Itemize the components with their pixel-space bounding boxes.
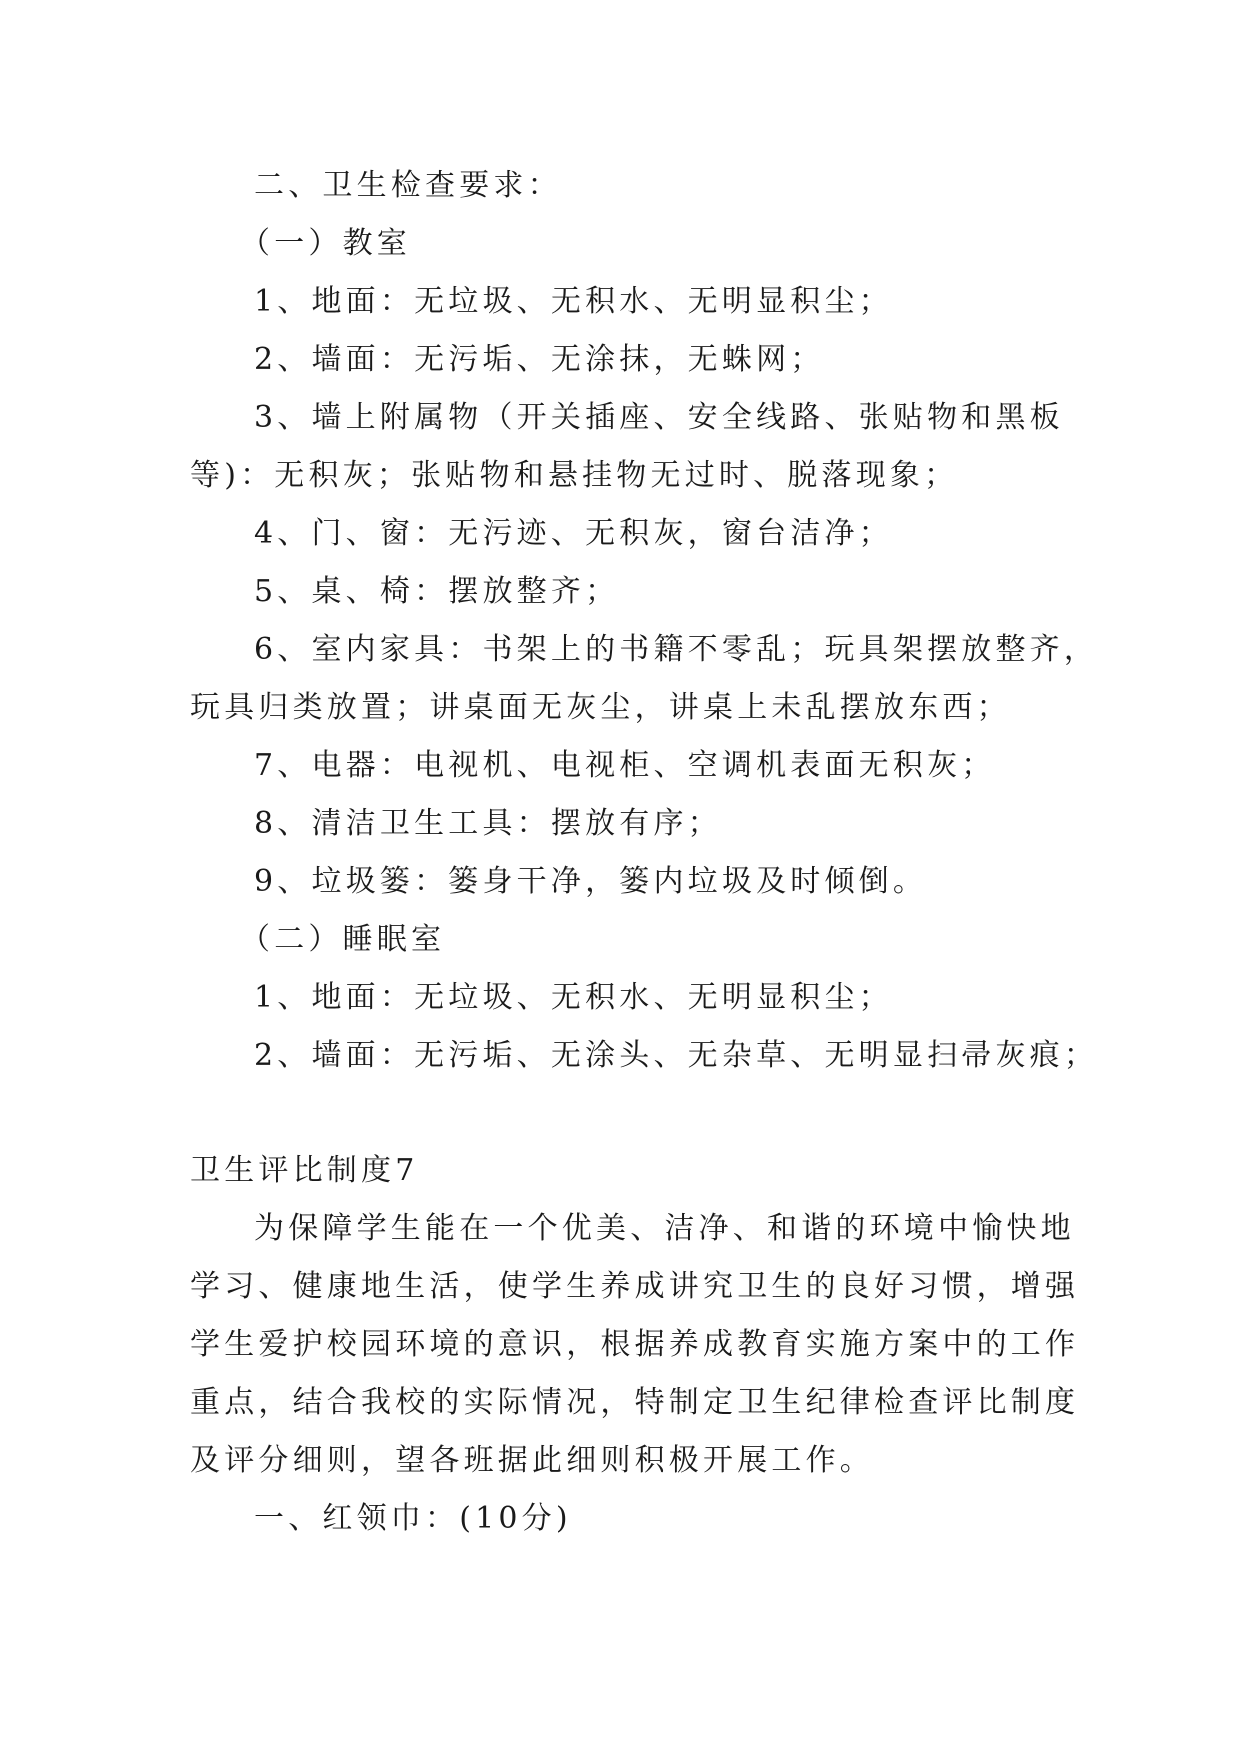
list-item: 4、门、窗：无污迹、无积灰，窗台洁净； [254,516,893,551]
document-title: 卫生评比制度7 [190,1153,419,1188]
paragraph-line: 及评分细则，望各班据此细则积极开展工作。 [190,1443,874,1478]
section-heading: 二、卫生检查要求： [254,168,562,203]
paragraph-line: 重点，结合我校的实际情况，特制定卫生纪律检查评比制度 [190,1385,1080,1420]
list-item: 3、墙上附属物（开关插座、安全线路、张贴物和黑板 [254,400,1064,435]
section-heading: 一、红领巾：(10分) [254,1501,572,1536]
paragraph-line: 为保障学生能在一个优美、洁净、和谐的环境中愉快地 [254,1211,1075,1246]
list-item: 2、墙面：无污垢、无涂抹，无蛛网； [254,342,825,377]
list-item: 1、地面：无垃圾、无积水、无明显积尘； [254,980,893,1015]
paragraph-line: 学生爱护校园环境的意识，根据养成教育实施方案中的工作 [190,1327,1080,1362]
paragraph-line: 学习、健康地生活，使学生养成讲究卫生的良好习惯，增强 [190,1269,1080,1304]
list-item: 8、清洁卫生工具：摆放有序； [254,806,722,841]
list-item: 1、地面：无垃圾、无积水、无明显积尘； [254,284,893,319]
subsection-heading: （二）睡眠室 [240,922,446,957]
list-item: 7、电器：电视机、电视柜、空调机表面无积灰； [254,748,996,783]
list-item: 2、墙面：无污垢、无涂头、无杂草、无明显扫帚灰痕； [254,1038,1099,1073]
list-item: 9、垃圾篓：篓身干净，篓内垃圾及时倾倒。 [254,864,928,899]
subsection-heading: （一）教室 [240,226,411,261]
list-item: 6、室内家具：书架上的书籍不零乱；玩具架摆放整齐， [254,632,1099,667]
list-item-continuation: 等)：无积灰；张贴物和悬挂物无过时、脱落现象； [190,458,959,493]
list-item-continuation: 玩具归类放置；讲桌面无灰尘，讲桌上未乱摆放东西； [190,690,1011,725]
list-item: 5、桌、椅：摆放整齐； [254,574,620,609]
